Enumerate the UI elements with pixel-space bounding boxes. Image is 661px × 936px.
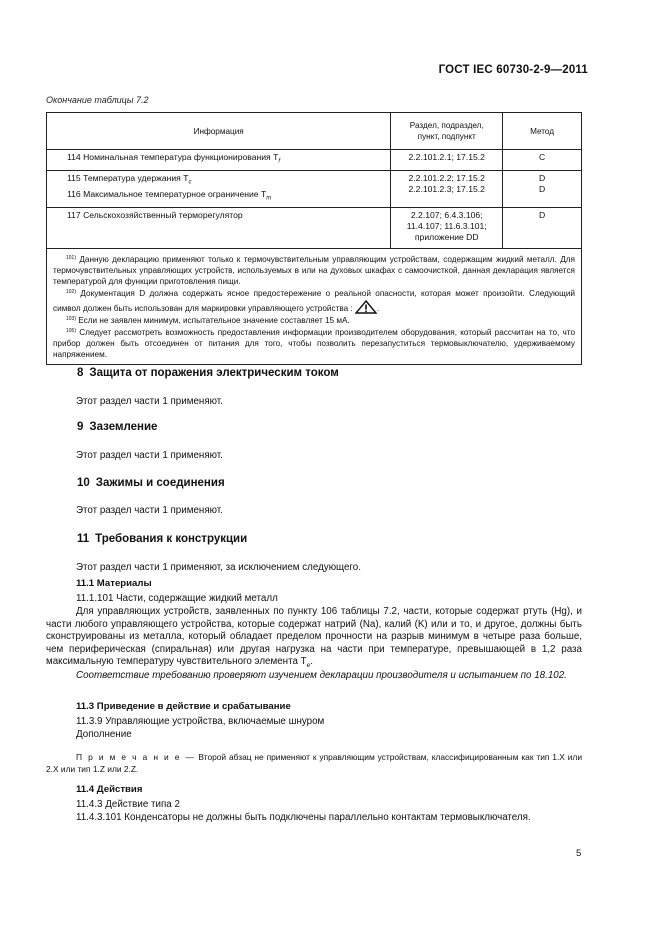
table-row	[47, 170, 582, 207]
clause-11-4-3-101: 11.4.3.101 Конденсаторы не должны быть подключены параллельно контактам термовыключателя.	[76, 812, 531, 823]
table-footnotes	[47, 248, 582, 364]
row-info: 117 Сельскохозяйственный терморегулятор	[47, 207, 391, 248]
section-10-text: Этот раздел части 1 применяют.	[76, 505, 223, 516]
clause-11-1-101: 11.1.101 Части, содержащие жидкий металл	[76, 593, 278, 604]
row-method: D	[503, 207, 582, 248]
row-section: 2.2.101.2.1; 17.15.2	[391, 150, 503, 171]
footnote-102: $^{102)}$ Документация D должна содержать ясное предостережение о реальной опасности, которая может произойти. Следующий символ должен быть использован для маркировки управляющего устройства : .	[53, 289, 575, 313]
row-method: C	[503, 150, 582, 171]
row-info: 115 Температура удержания $T_c$ 116 Максимальное температурное ограничение $T_m$	[47, 170, 391, 207]
row-info: 114 Номинальная температура функционирования $T_f$	[47, 150, 391, 171]
paragraph-materials: Для управляющих устройств, заявленных по пункту 106 таблицы 7.2, части, которые содержат ртуть (Hg), и части любого управляющего устройства, которые содержат натрий (Na), калий (K) или и то, и другое, должны быть сконструированы из металла, который обладает пределом прочности на разрыв минимум в четыре раза больше, чем периферическая (спиральная) или другая нагрузка на части при температуре, превышающей в 1,2 раза максимальную температуру чувствительного элемента $T_e$.	[46, 606, 582, 670]
warning-triangle-icon	[355, 300, 377, 314]
table-row	[47, 207, 582, 248]
table-7-2	[46, 112, 582, 365]
section-8-heading: 8 Защита от поражения электрическим током	[77, 367, 339, 379]
column-header-section: Раздел, подраздел, пункт, подпункт	[391, 113, 503, 150]
section-11-heading: 11 Требования к конструкции	[77, 533, 248, 545]
table-notes-row	[47, 248, 582, 364]
subsection-11-3: 11.3 Приведение в действие и срабатывание	[76, 701, 291, 712]
document-header: ГОСТ IEC 60730-2-9—2011	[438, 64, 588, 76]
clause-11-3-9: 11.3.9 Управляющие устройства, включаемые шнуром	[76, 716, 325, 727]
note-paragraph: П р и м е ч а н и е — Второй абзац не применяют к управляющим устройствам, классифицированным как тип 1.X или 2.X или тип 1.Z или 2.Z.	[46, 752, 582, 774]
subsection-11-1: 11.1 Материалы	[76, 578, 152, 589]
row-section: 2.2.107; 6.4.3.106; 11.4.107; 11.6.3.101; приложение DD	[391, 207, 503, 248]
footnote-103: $^{103)}$ Если не заявлен минимум, испытательное значение составляет 15 мА.	[66, 315, 350, 325]
footnote-101: $^{101)}$ Данную декларацию применяют только к термочувствительным управляющим устройствам, содержащим жидкий металл. Для термочувствительных управляющих устройств, используемых в или на духовых шкафах с самоочисткой, данная декларация является температурой для функции приготовления пищи.	[53, 254, 575, 287]
footnote-105: $^{105)}$ Следует рассмотреть возможность предоставления информации производителем оборудования, который рассчитан на то, что прибор должен быть отсоединен от питания для того, чтобы позволить перезапуститься термовыключателю, удерживаемому напряжением.	[53, 327, 575, 360]
column-header-info: Информация	[47, 113, 391, 150]
section-10-heading: 10 Зажимы и соединения	[77, 477, 225, 489]
table-header-row	[47, 113, 582, 150]
section-9-text: Этот раздел части 1 применяют.	[76, 450, 223, 461]
row-section: 2.2.101.2.2; 17.15.2 2.2.101.2.3; 17.15.2	[391, 170, 503, 207]
column-header-method: Метод	[503, 113, 582, 150]
addition-label: Дополнение	[76, 729, 132, 740]
table-row	[47, 150, 582, 171]
clause-11-4-3: 11.4.3 Действие типа 2	[76, 799, 180, 810]
paragraph-compliance: Соответствие требованию проверяют изучением декларации производителя и испытанием по 18.102.	[76, 670, 567, 681]
section-11-text: Этот раздел части 1 применяют, за исключением следующего.	[76, 562, 361, 573]
table-caption: Окончание таблицы 7.2	[46, 95, 149, 105]
row-method: D D	[503, 170, 582, 207]
section-8-text: Этот раздел части 1 применяют.	[76, 396, 223, 407]
subsection-11-4: 11.4 Действия	[76, 784, 143, 795]
page-number: 5	[576, 848, 582, 859]
section-9-heading: 9 Заземление	[77, 421, 158, 433]
